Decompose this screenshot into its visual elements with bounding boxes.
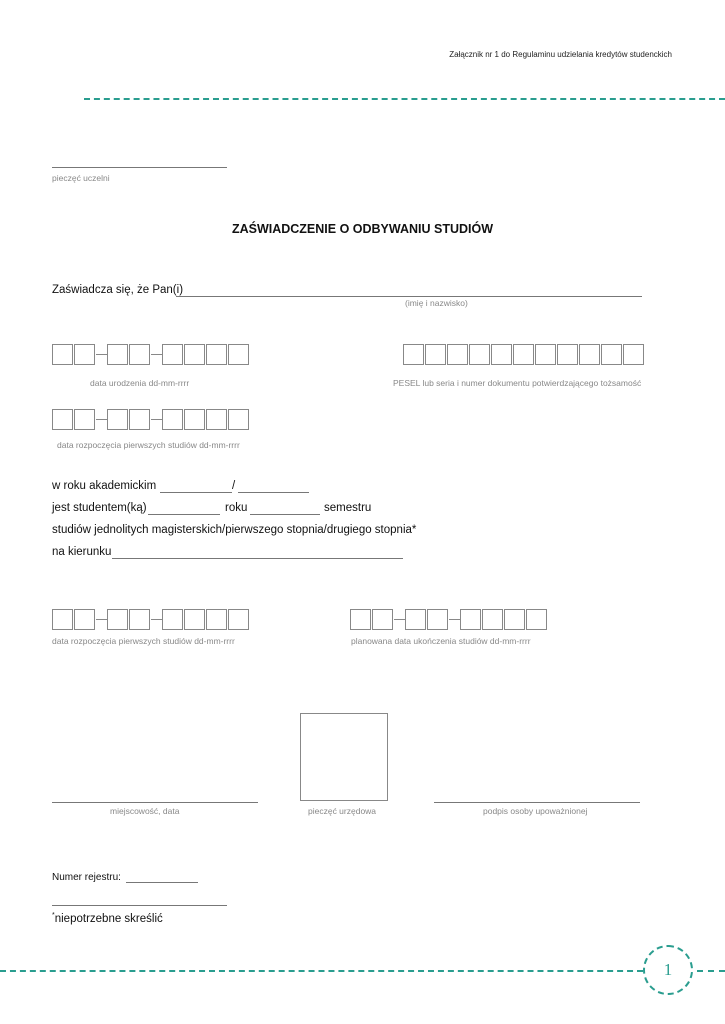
top-dashed-divider <box>84 98 725 100</box>
footnote <box>52 912 163 925</box>
footnote-text: niepotrzebne skreślić <box>54 912 163 925</box>
date-digit-box[interactable] <box>107 609 128 630</box>
first-study-start-boxes[interactable] <box>52 409 250 430</box>
pesel-digit-box[interactable] <box>425 344 446 365</box>
field-of-study-field[interactable] <box>112 558 403 559</box>
semester-label: semestru <box>324 502 372 514</box>
official-stamp-box <box>300 713 388 801</box>
date-digit-box[interactable] <box>526 609 547 630</box>
pesel-digit-box[interactable] <box>491 344 512 365</box>
date-digit-box[interactable] <box>129 609 150 630</box>
date-digit-box[interactable] <box>52 609 73 630</box>
pesel-caption: PESEL lub seria i numer dokumentu potwierdzającego tożsamość <box>393 378 642 388</box>
date-digit-box[interactable] <box>405 609 426 630</box>
study-year-field[interactable] <box>148 514 220 515</box>
student-label: jest studentem(ką) <box>52 502 147 514</box>
study-start-boxes[interactable] <box>52 609 250 630</box>
pesel-digit-box[interactable] <box>623 344 644 365</box>
pesel-digit-box[interactable] <box>579 344 600 365</box>
signature-line[interactable] <box>434 802 640 803</box>
first-study-start-caption: data rozpoczęcia pierwszych studiów dd-mm-rrrr <box>57 440 240 450</box>
date-digit-box[interactable] <box>52 409 73 430</box>
date-digit-box[interactable] <box>107 409 128 430</box>
pesel-digit-box[interactable] <box>447 344 468 365</box>
certifies-label: Zaświadcza się, że Pan(i) <box>52 284 184 296</box>
date-digit-box[interactable] <box>206 609 227 630</box>
university-stamp-line <box>52 167 227 168</box>
bottom-dashed-divider-left <box>0 970 643 972</box>
planned-end-boxes[interactable] <box>350 609 548 630</box>
date-digit-box[interactable] <box>52 344 73 365</box>
document-title: ZAŚWIADCZENIE O ODBYWANIU STUDIÓW <box>231 222 494 236</box>
footnote-mark: * <box>52 912 55 919</box>
official-stamp-caption: pieczęć urzędowa <box>308 806 377 816</box>
academic-year-slash: / <box>232 480 236 492</box>
pesel-boxes[interactable] <box>403 344 645 365</box>
register-label: Numer rejestru: <box>52 872 121 883</box>
semester-field[interactable] <box>250 514 320 515</box>
pesel-digit-box[interactable] <box>513 344 534 365</box>
academic-year-start-field[interactable] <box>160 492 232 493</box>
field-of-study-label: na kierunku <box>52 546 112 558</box>
pesel-digit-box[interactable] <box>535 344 556 365</box>
attachment-note: Załącznik nr 1 do Regulaminu udzielania kredytów studenckich <box>449 50 672 59</box>
university-stamp-label: pieczęć uczelni <box>52 173 110 183</box>
date-digit-box[interactable] <box>482 609 503 630</box>
birth-date-boxes[interactable] <box>52 344 250 365</box>
academic-year-end-field[interactable] <box>238 492 309 493</box>
date-digit-box[interactable] <box>228 344 249 365</box>
study-type-text: studiów jednolitych magisterskich/pierwszego stopnia/drugiego stopnia* <box>52 524 417 536</box>
pesel-digit-box[interactable] <box>601 344 622 365</box>
year-label: roku <box>225 502 248 514</box>
date-digit-box[interactable] <box>129 409 150 430</box>
birth-date-caption: data urodzenia dd-mm-rrrr <box>90 378 190 388</box>
signature-caption: podpis osoby upoważnionej <box>483 806 588 816</box>
date-digit-box[interactable] <box>162 409 183 430</box>
date-digit-box[interactable] <box>460 609 481 630</box>
footnote-divider <box>52 905 227 906</box>
date-digit-box[interactable] <box>427 609 448 630</box>
date-digit-box[interactable] <box>184 344 205 365</box>
date-digit-box[interactable] <box>228 609 249 630</box>
pesel-digit-box[interactable] <box>403 344 424 365</box>
academic-year-label: w roku akademickim <box>52 480 157 492</box>
date-digit-box[interactable] <box>228 409 249 430</box>
name-field[interactable] <box>176 296 642 297</box>
date-digit-box[interactable] <box>184 409 205 430</box>
planned-end-caption: planowana data ukończenia studiów dd-mm-rrrr <box>351 636 531 646</box>
date-digit-box[interactable] <box>350 609 371 630</box>
date-digit-box[interactable] <box>74 609 95 630</box>
study-start-caption: data rozpoczęcia pierwszych studiów dd-mm-rrrr <box>52 636 235 646</box>
date-digit-box[interactable] <box>184 609 205 630</box>
date-digit-box[interactable] <box>504 609 525 630</box>
pesel-digit-box[interactable] <box>469 344 490 365</box>
place-date-caption: miejscowość, data <box>110 806 180 816</box>
date-digit-box[interactable] <box>129 344 150 365</box>
bottom-dashed-divider-right <box>697 970 725 972</box>
name-caption: (imię i nazwisko) <box>405 298 468 308</box>
register-number-field[interactable] <box>126 882 198 883</box>
place-date-line[interactable] <box>52 802 258 803</box>
date-digit-box[interactable] <box>107 344 128 365</box>
date-digit-box[interactable] <box>162 344 183 365</box>
date-digit-box[interactable] <box>372 609 393 630</box>
date-digit-box[interactable] <box>162 609 183 630</box>
pesel-digit-box[interactable] <box>557 344 578 365</box>
date-digit-box[interactable] <box>206 344 227 365</box>
date-digit-box[interactable] <box>206 409 227 430</box>
date-digit-box[interactable] <box>74 409 95 430</box>
page-number: 1 <box>643 945 693 995</box>
date-digit-box[interactable] <box>74 344 95 365</box>
